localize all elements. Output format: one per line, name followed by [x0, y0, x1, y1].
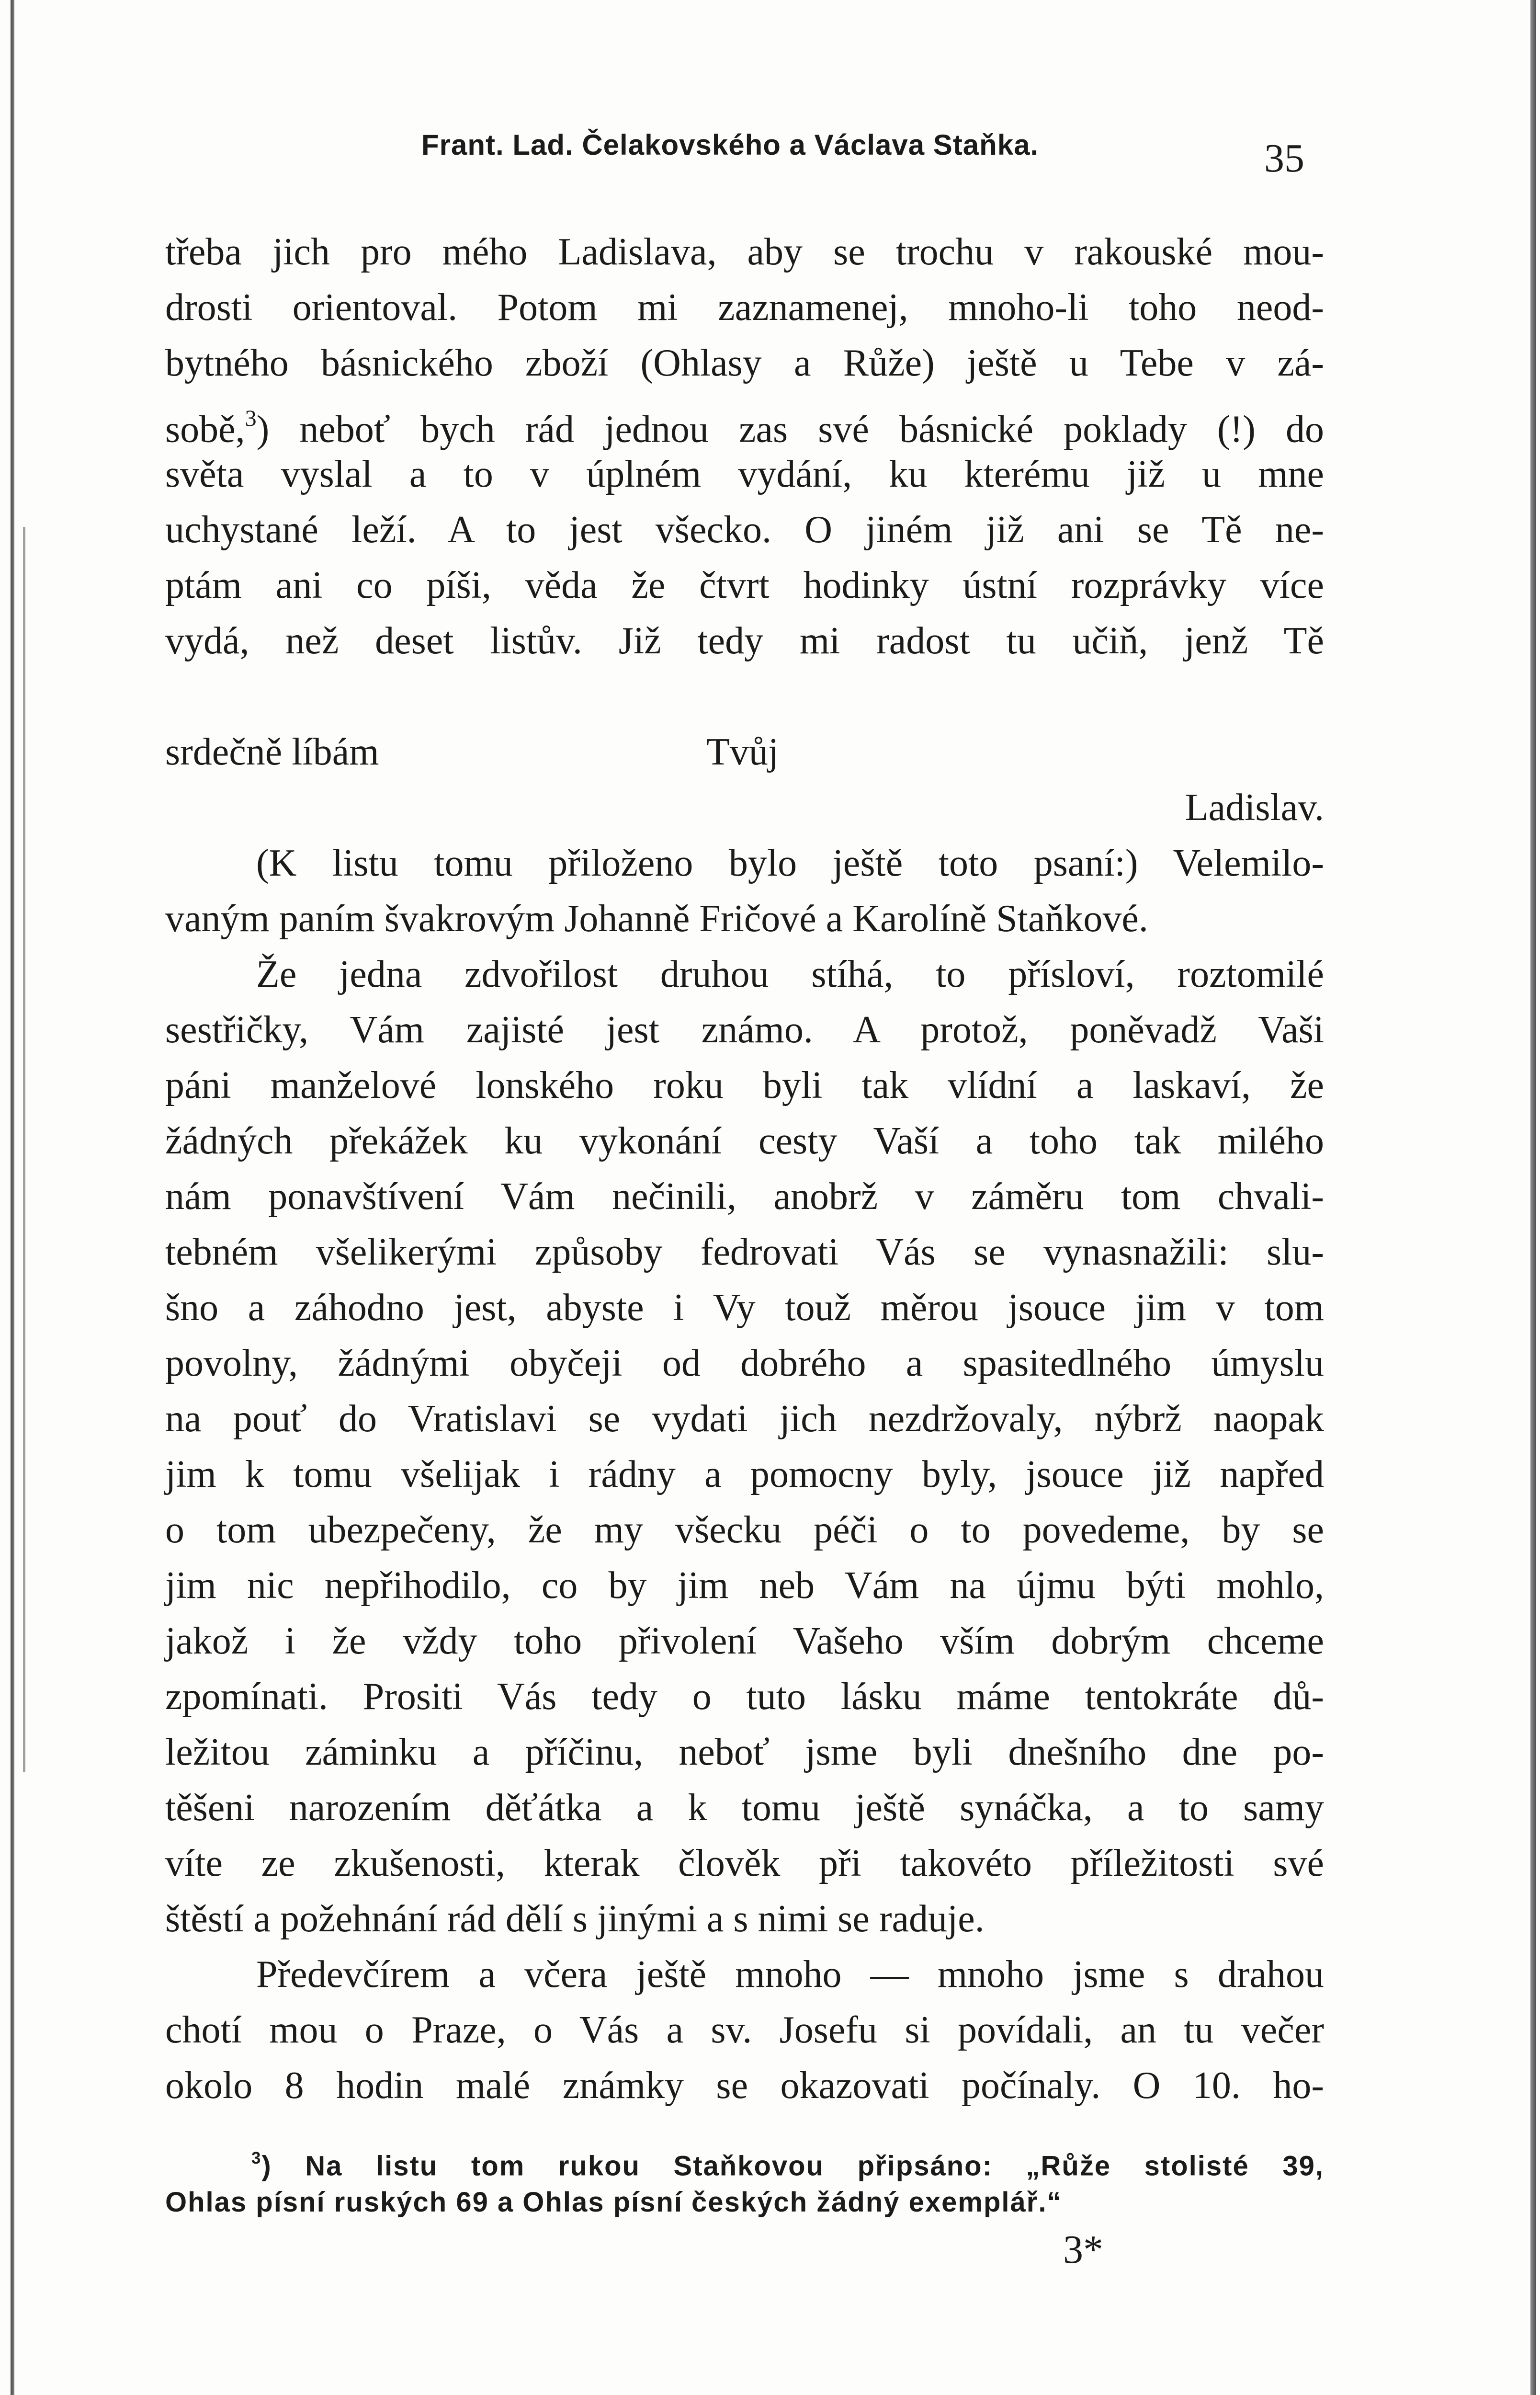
text-line: Předevčírem a včera ještě mnoho — mnoho jsme s drahou — [256, 1953, 1324, 1996]
text-line: vaným paním švakrovým Johanně Fričové a Karolíně Staňkové. — [165, 898, 1148, 940]
text-line: (K listu tomu přiloženo bylo ještě toto psaní:) Velemilo- — [256, 842, 1324, 884]
text-line: světa vyslal a to v úplném vydání, ku kterému již u mne — [165, 453, 1324, 495]
text-line: zpomínati. Prositi Vás tedy o tuto lásku máme tentokráte dů- — [165, 1676, 1324, 1718]
text-line: vydá, než deset listův. Již tedy mi radost tu učiň, jenž Tě — [165, 620, 1324, 662]
page-number: 35 — [1264, 136, 1304, 181]
text-line: třeba jich pro mého Ladislava, aby se trochu v rakouské mou- — [165, 231, 1324, 273]
body-text — [165, 224, 1324, 2113]
closing-line — [165, 724, 1324, 780]
closing-left: srdečně líbám — [165, 731, 379, 773]
text-line: štěstí a požehnání rád dělí s jinými a s nimi se raduje. — [165, 1898, 985, 1940]
text-line: jim k tomu všelijak i rádny a pomocny byly, jsouce již napřed — [165, 1453, 1324, 1495]
text-line: okolo 8 hodin malé známky se okazovati počínaly. O 10. ho- — [165, 2064, 1324, 2107]
text-line: nám ponavštívení Vám nečinili, anobrž v záměru tom chvali- — [165, 1175, 1324, 1218]
text-segment: sobě, — [165, 408, 245, 451]
scan-edge-left — [11, 0, 14, 2395]
footnote-line: Ohlas písní ruských 69 a Ohlas písní českých žádný exemplář.“ — [165, 2187, 1062, 2218]
printer-signature-mark: 3* — [1063, 2227, 1103, 2272]
footnote — [165, 2136, 1324, 2224]
text-line: bytného básnického zboží (Ohlasy a Růže) ještě u Tebe v zá- — [165, 342, 1324, 384]
text-line: ptám ani co píši, věda že čtvrt hodinky ústní rozprávky více — [165, 564, 1324, 606]
text-line: páni manželové lonského roku byli tak vlídní a laskaví, že — [165, 1064, 1324, 1106]
closing-right: Tvůj — [706, 731, 779, 773]
letter-signature: Ladislav. — [1185, 787, 1324, 829]
text-line: těšeni narozením děťátka a k tomu ještě synáčka, a to samy — [165, 1787, 1324, 1829]
text-line: chotí mou o Praze, o Vás a sv. Josefu si povídali, an tu večer — [165, 2009, 1324, 2051]
text-line: žádných překážek ku vykonání cesty Vaší a toho tak milého — [165, 1120, 1324, 1162]
text-line: drosti orientoval. Potom mi zaznamenej, mnoho-li toho neod- — [165, 286, 1324, 329]
text-line: uchystané leží. A to jest všecko. O jiném již ani se Tě ne- — [165, 509, 1324, 551]
footnote-marker: 3 — [251, 2149, 262, 2167]
text-line: šno a záhodno jest, abyste i Vy touž měrou jsouce jim v tom — [165, 1287, 1324, 1329]
text-line: tebném všelikerými způsoby fedrovati Vás se vynasnažili: slu- — [165, 1231, 1324, 1273]
text-line: na pouť do Vratislavi se vydati jich nezdržovaly, nýbrž naopak — [165, 1398, 1324, 1440]
text-line: víte ze zkušenosti, kterak člověk při takovéto příležitosti své — [165, 1842, 1324, 1884]
text-line: jakož i že vždy toho přivolení Vašeho vším dobrým chceme — [165, 1620, 1324, 1662]
text-line: Že jedna zdvořilost druhou stíhá, to přísloví, roztomilé — [256, 953, 1324, 995]
text-line: povolny, žádnými obyčeji od dobrého a spasitedlného úmyslu — [165, 1342, 1324, 1384]
text-line: sestřičky, Vám zajisté jest známo. A protož, poněvadž Vaši — [165, 1009, 1324, 1051]
text-line — [165, 391, 1324, 451]
text-line: jim nic nepřihodilo, co by jim neb Vám na újmu býti mohlo, — [165, 1564, 1324, 1607]
footnote-reference: 3 — [245, 406, 257, 431]
running-title: Frant. Lad. Čelakovského a Václava Staňka. — [421, 129, 1039, 161]
footnote-line — [165, 2136, 1324, 2180]
text-line — [165, 669, 1324, 724]
scan-edge-right — [1530, 0, 1536, 2395]
scan-edge-left-inner — [23, 527, 25, 1772]
text-line: ležitou záminku a příčinu, neboť jsme byli dnešního dne po- — [165, 1731, 1324, 1773]
text-line: o tom ubezpečeny, že my všecku péči o to povedeme, by se — [165, 1509, 1324, 1551]
text-segment: ) Na listu tom rukou Staňkovou připsáno: „Růže stolisté 39, — [261, 2150, 1324, 2182]
text-segment: ) neboť bych rád jednou zas své básnické poklady (!) do — [256, 408, 1324, 451]
